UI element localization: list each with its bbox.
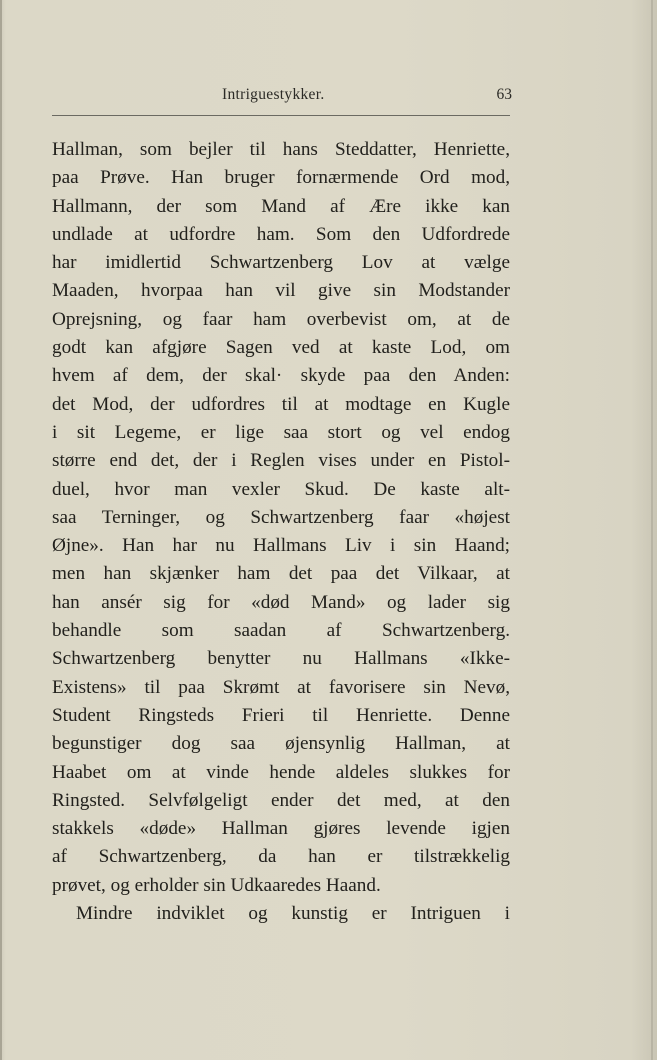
- text-line: Student Ringsteds Frieri til Henriette. Denne: [52, 704, 510, 726]
- text-line: saa Terninger, og Schwartzenberg faar «højest: [52, 506, 510, 528]
- text-line: begunstiger dog saa øjensynlig Hallman, at: [52, 733, 510, 755]
- text-line: Ringsted. Selvfølgeligt ender det med, at den: [52, 789, 510, 811]
- text-line: Schwartzenberg benytter nu Hallmans «Ikke-: [52, 648, 510, 670]
- text-line: behandle som saadan af Schwartzenberg.: [52, 620, 510, 642]
- running-title: Intriguestykker.: [222, 86, 325, 103]
- text-line: Hallman, som bejler til hans Steddatter, Henriette,: [52, 139, 510, 160]
- body-text: [52, 136, 510, 928]
- text-line: Haabet om at vinde hende aldeles slukkes for: [52, 761, 510, 783]
- page-edge-left: [0, 0, 2, 1060]
- text-line: i sit Legeme, er lige saa stort og vel endog: [52, 421, 510, 443]
- text-line: duel, hvor man vexler Skud. De kaste alt-: [52, 478, 510, 500]
- text-line: større end det, der i Reglen vises under en Pistol-: [52, 450, 510, 472]
- text-line: har imidlertid Schwartzenberg Lov at vælge: [52, 252, 510, 274]
- text-line: Oprejsning, og faar ham overbevist om, at de: [52, 308, 510, 330]
- paragraph-start-line: Mindre indviklet og kunstig er Intriguen i: [76, 903, 510, 925]
- text-line: det Mod, der udfordres til at modtage en Kugle: [52, 393, 510, 415]
- page-number: 63: [496, 86, 512, 103]
- running-head: [52, 86, 512, 110]
- text-line: Øjne». Han har nu Hallmans Liv i sin Haand;: [52, 535, 510, 557]
- text-line: men han skjænker ham det paa det Vilkaar, at: [52, 563, 510, 585]
- text-line: paa Prøve. Han bruger fornærmende Ord mod,: [52, 167, 510, 189]
- paragraph-end-line: prøvet, og erholder sin Udkaaredes Haand.: [52, 874, 381, 896]
- text-line: hvem af dem, der skal· skyde paa den Anden:: [52, 365, 510, 387]
- text-line: Existens» til paa Skrømt at favorisere sin Nevø,: [52, 676, 510, 698]
- text-line: stakkels «døde» Hallman gjøres levende igjen: [52, 818, 510, 840]
- text-line: af Schwartzenberg, da han er tilstrækkelig: [52, 846, 510, 868]
- text-line: Hallmann, der som Mand af Ære ikke kan: [52, 195, 510, 217]
- text-line: godt kan afgjøre Sagen ved at kaste Lod, om: [52, 337, 510, 359]
- text-line: Maaden, hvorpaa han vil give sin Modstander: [52, 280, 510, 302]
- header-rule: [52, 115, 510, 116]
- text-line: han ansér sig for «død Mand» og lader sig: [52, 591, 510, 613]
- page-edge-right: [651, 0, 653, 1060]
- text-line: undlade at udfordre ham. Som den Udfordrede: [52, 223, 510, 245]
